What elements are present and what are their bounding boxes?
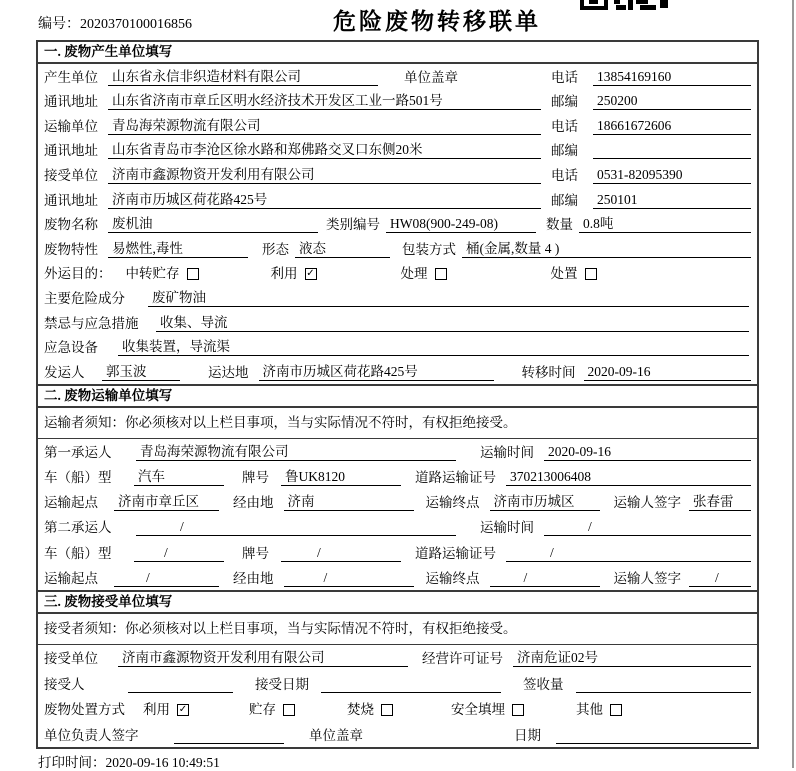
- disposal-option-store: 贮存: [249, 702, 276, 718]
- responsible-sign-label: 单位负责人签字: [44, 727, 139, 743]
- purpose-option-dispose: 处置: [550, 266, 578, 282]
- transfer-form-table: [36, 40, 759, 749]
- row-transport-address: [38, 138, 757, 163]
- row-accept-unit: [38, 645, 757, 671]
- serial-label: 编号：: [38, 17, 80, 32]
- row-second-vehicle: [38, 539, 757, 564]
- first-route-via-label: 经由地: [233, 495, 274, 511]
- acceptor-label: 接受人: [44, 676, 85, 692]
- second-route-via-value: /: [284, 569, 414, 587]
- purpose-dispose-checkbox: [585, 268, 597, 280]
- permit-number-value: 济南危证02号: [513, 649, 751, 667]
- first-carrier-sign-value: 张春雷: [689, 493, 751, 511]
- destination-value: 济南市历城区荷花路425号: [259, 363, 494, 381]
- sign-date-value: [556, 727, 751, 744]
- second-route-end-label: 运输终点: [425, 570, 480, 586]
- second-carrier-value: /: [136, 518, 456, 536]
- acceptor-value: [128, 676, 233, 693]
- packing-value: 桶(金属,数量 4 ): [462, 240, 751, 258]
- row-second-route: [38, 565, 757, 590]
- serial-number-line: [38, 13, 192, 33]
- second-plate-value: /: [281, 544, 401, 562]
- first-transport-time-label: 运输时间: [480, 444, 534, 460]
- section1-header: 一. 废物产生单位填写: [38, 42, 757, 64]
- row-disposal-method: [38, 696, 757, 722]
- waste-name-value: 废机油: [108, 215, 318, 233]
- disposal-option-other: 其他: [576, 702, 603, 718]
- accept-date-label: 接受日期: [255, 676, 309, 692]
- first-plate-value: 鲁UK8120: [281, 468, 401, 486]
- print-time-value: 2020-09-16 10:49:51: [105, 755, 220, 770]
- receive-zip-label: 邮编: [551, 192, 578, 208]
- transfer-time-label: 转移时间: [521, 364, 576, 380]
- row-emergency-equipment: [38, 335, 757, 360]
- second-road-license-label: 道路运输证号: [415, 545, 496, 561]
- first-route-end-label: 运输终点: [425, 495, 480, 511]
- accept-unit-value: 济南市鑫源物资开发利用有限公司: [118, 649, 408, 667]
- destination-label: 运达地: [208, 364, 249, 380]
- waste-name-label: 废物名称: [44, 217, 98, 233]
- second-vehicle-type-value: /: [134, 544, 224, 562]
- disposal-incinerate-checkbox: [381, 704, 393, 716]
- disposal-store-checkbox: [283, 704, 295, 716]
- transport-phone-label: 电话: [551, 118, 578, 134]
- disposal-option-landfill: 安全填埋: [451, 702, 505, 718]
- first-road-license-label: 道路运输证号: [415, 470, 496, 486]
- second-transport-time-value: /: [544, 518, 751, 536]
- responsible-sign-value: [174, 727, 284, 744]
- producer-zip-value: 250200: [593, 92, 751, 110]
- disposal-other-checkbox: [610, 704, 622, 716]
- purpose-label: 外运目的：: [44, 266, 112, 282]
- received-qty-value: [576, 676, 752, 693]
- emergency-equipment-label: 应急设备: [44, 340, 98, 356]
- receive-unit-label: 接受单位: [44, 167, 98, 183]
- row-acceptor: [38, 670, 757, 696]
- hazard-component-label: 主要危险成分: [44, 290, 125, 306]
- waste-category-value: HW08(900-249-08): [386, 215, 536, 233]
- producer-seal-label: 单位盖章: [404, 69, 458, 85]
- emergency-equipment-value: 收集装置，导流渠: [118, 338, 749, 356]
- second-carrier-sign-value: /: [689, 569, 751, 587]
- print-time-line: [38, 751, 220, 771]
- row-dispatcher: [38, 359, 757, 384]
- first-carrier-label: 第一承运人: [44, 444, 112, 460]
- second-vehicle-type-label: 车（船）型: [44, 545, 112, 561]
- waste-form-value: 液态: [295, 240, 390, 258]
- serial-value: 2020370100016856: [80, 17, 192, 32]
- first-vehicle-type-label: 车（船）型: [44, 470, 112, 486]
- transport-zip-value: [593, 142, 751, 159]
- second-route-via-label: 经由地: [233, 570, 274, 586]
- packing-label: 包装方式: [402, 241, 456, 257]
- sign-date-label: 日期: [514, 727, 541, 743]
- row-emergency-measures: [38, 310, 757, 335]
- row-producer-address: [38, 89, 757, 114]
- purpose-option-utilize: 利用: [270, 266, 298, 282]
- section2-notice: 运输者须知：你必须核对以上栏目事项，当与实际情况不符时，有权拒绝接受。: [38, 408, 757, 439]
- producer-address-value: 山东省济南市章丘区明水经济技术开发区工业一路501号: [108, 92, 541, 110]
- waste-form-label: 形态: [262, 241, 289, 257]
- producer-phone-label: 电话: [551, 69, 578, 85]
- receive-phone-label: 电话: [551, 167, 578, 183]
- transport-zip-label: 邮编: [551, 143, 578, 159]
- first-road-license-value: 370213006408: [506, 468, 751, 486]
- waste-qty-label: 数量: [546, 217, 573, 233]
- receive-address-label: 通讯地址: [44, 192, 98, 208]
- qr-code-fragment: [580, 0, 668, 10]
- row-waste-character: [38, 236, 757, 261]
- first-carrier-sign-label: 运输人签字: [613, 495, 681, 511]
- first-route-start-value: 济南市章丘区: [114, 493, 219, 511]
- transport-address-value: 山东省青岛市李沧区徐水路和郑佛路交叉口东侧20米: [108, 141, 541, 159]
- second-carrier-sign-label: 运输人签字: [613, 570, 681, 586]
- first-transport-time-value: 2020-09-16: [544, 443, 751, 461]
- producer-value: 山东省永信非织造材料有限公司: [108, 68, 378, 86]
- waste-category-label: 类别编号: [326, 217, 380, 233]
- dispatcher-label: 发运人: [44, 364, 85, 380]
- disposal-utilize-checkbox: ✓: [178, 704, 188, 716]
- row-transfer-purpose: [38, 261, 757, 286]
- second-transport-time-label: 运输时间: [480, 520, 534, 536]
- row-producer: [38, 64, 757, 89]
- permit-number-label: 经营许可证号: [422, 651, 503, 667]
- transport-address-label: 通讯地址: [44, 143, 98, 159]
- purpose-option-storage: 中转贮存: [125, 266, 180, 282]
- producer-zip-label: 邮编: [551, 94, 578, 110]
- section3-header: 三. 废物接受单位填写: [38, 590, 757, 614]
- second-carrier-label: 第二承运人: [44, 520, 112, 536]
- first-plate-label: 牌号: [242, 470, 269, 486]
- print-time-label: 打印时间：: [38, 755, 106, 770]
- transport-unit-value: 青岛海荣源物流有限公司: [108, 117, 541, 135]
- section3-notice: 接受者须知：你必须核对以上栏目事项，当与实际情况不符时，有权拒绝接受。: [38, 614, 757, 645]
- disposal-method-label: 废物处置方式: [44, 702, 125, 718]
- second-road-license-value: /: [506, 544, 751, 562]
- row-responsible-sign: [38, 721, 757, 747]
- page-edge-line: [792, 0, 794, 768]
- row-receive-unit: [38, 162, 757, 187]
- receive-unit-value: 济南市鑫源物资开发利用有限公司: [108, 166, 541, 184]
- waste-character-value: 易燃性,毒性: [108, 240, 248, 258]
- producer-label: 产生单位: [44, 69, 98, 85]
- disposal-landfill-checkbox: [512, 704, 524, 716]
- producer-phone-value: 13854169160: [593, 68, 751, 86]
- row-first-carrier: [38, 439, 757, 464]
- producer-address-label: 通讯地址: [44, 94, 98, 110]
- dispatcher-value: 郭玉波: [102, 363, 180, 381]
- row-first-vehicle: [38, 464, 757, 489]
- first-route-via-value: 济南: [284, 493, 414, 511]
- hazard-component-value: 废矿物油: [148, 289, 749, 307]
- purpose-treat-checkbox: [435, 268, 447, 280]
- disposal-option-utilize: 利用: [143, 702, 170, 718]
- row-second-carrier: [38, 514, 757, 539]
- transport-phone-value: 18661672606: [593, 117, 751, 135]
- row-hazard-component: [38, 285, 757, 310]
- second-route-start-value: /: [114, 569, 219, 587]
- purpose-option-treat: 处理: [400, 266, 428, 282]
- second-plate-label: 牌号: [242, 545, 269, 561]
- emergency-measures-label: 禁忌与应急措施: [44, 315, 139, 331]
- transfer-time-value: 2020-09-16: [584, 363, 752, 381]
- first-carrier-value: 青岛海荣源物流有限公司: [136, 443, 456, 461]
- row-waste-name: [38, 212, 757, 237]
- second-route-start-label: 运输起点: [44, 570, 98, 586]
- transport-unit-label: 运输单位: [44, 118, 98, 134]
- first-vehicle-type-value: 汽车: [134, 468, 224, 486]
- purpose-utilize-checkbox: ✓: [306, 268, 315, 280]
- second-route-end-value: /: [490, 569, 600, 587]
- row-receive-address: [38, 187, 757, 212]
- section2-header: 二. 废物运输单位填写: [38, 384, 757, 408]
- receive-address-value: 济南市历城区荷花路425号: [108, 191, 541, 209]
- row-first-route: [38, 489, 757, 514]
- waste-qty-value: 0.8吨: [579, 215, 751, 233]
- waste-character-label: 废物特性: [44, 241, 98, 257]
- row-transport-unit: [38, 113, 757, 138]
- unit-seal-label: 单位盖章: [309, 727, 363, 743]
- accept-date-value: [321, 676, 501, 693]
- emergency-measures-value: 收集、导流: [156, 314, 749, 332]
- first-route-start-label: 运输起点: [44, 495, 98, 511]
- accept-unit-label: 接受单位: [44, 651, 98, 667]
- receive-zip-value: 250101: [593, 191, 751, 209]
- purpose-storage-checkbox: [187, 268, 199, 280]
- disposal-option-incinerate: 焚烧: [347, 702, 374, 718]
- receive-phone-value: 0531-82095390: [593, 166, 751, 184]
- page-title: 危险废物转移联单: [333, 9, 541, 34]
- received-qty-label: 签收量: [523, 676, 564, 692]
- first-route-end-value: 济南市历城区: [490, 493, 600, 511]
